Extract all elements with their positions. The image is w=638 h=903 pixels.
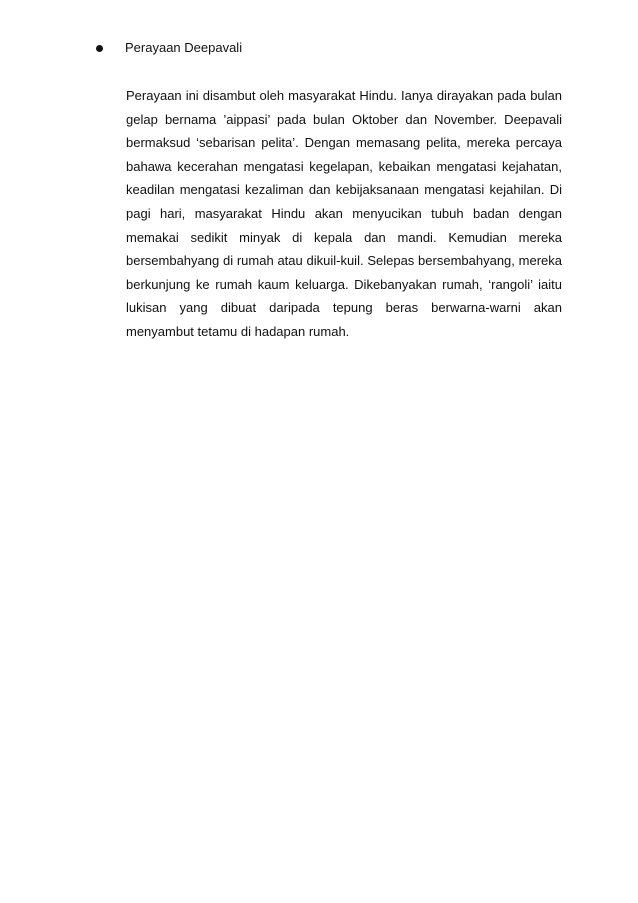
paragraph-line: memakai sedikit minyak di kepala dan mandi. Kemudian mereka [126, 229, 562, 245]
paragraph-line: lukisan yang dibuat daripada tepung beras berwarna-warni akan [126, 300, 562, 316]
paragraph-line: gelap bernama ’aippasi’ pada bulan Oktober dan November. Deepavali [126, 111, 562, 127]
paragraph-line: bermaksud ‘sebarisan pelita’. Dengan memasang pelita, mereka percaya [126, 135, 562, 151]
section-heading: Perayaan Deepavali [125, 40, 243, 55]
paragraph-line: Perayaan ini disambut oleh masyarakat Hindu. Ianya dirayakan pada bulan [126, 88, 562, 103]
bullet-icon [96, 45, 103, 52]
section-paragraph [126, 88, 562, 348]
paragraph-line: berkunjung ke rumah kaum keluarga. Dikebanyakan rumah, ‘rangoli’ iaitu [126, 276, 562, 292]
paragraph-line: bahawa kecerahan mengatasi kegelapan, kebaikan mengatasi kejahatan, [126, 158, 562, 174]
paragraph-line: bersembahyang di rumah atau dikuil-kuil. Selepas bersembahyang, mereka [126, 253, 562, 269]
paragraph-line: keadilan mengatasi kezaliman dan kebijaksanaan mengatasi kejahilan. Di [126, 182, 562, 198]
bullet-heading-row [95, 40, 242, 56]
paragraph-line: menyambut tetamu di hadapan rumah. [126, 323, 350, 339]
paragraph-line: pagi hari, masyarakat Hindu akan menyucikan tubuh badan dengan [126, 205, 562, 221]
